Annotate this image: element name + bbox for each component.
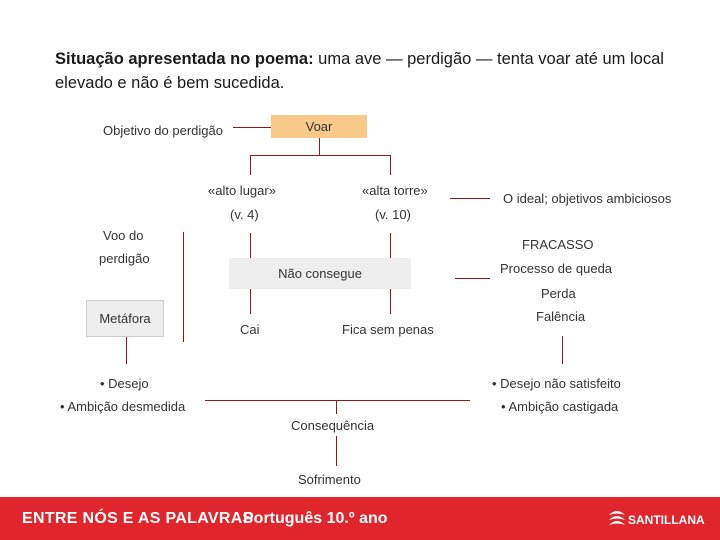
connector-branch-left <box>250 155 251 175</box>
punished-ambition-item: • Ambição castigada <box>501 399 619 414</box>
excessive-ambition-item: • Ambição desmedida <box>60 399 186 414</box>
unfulfilled-desire-item: • Desejo não satisfeito <box>492 376 621 391</box>
fall-process-label: Processo de queda <box>500 261 613 276</box>
connector-cannot-to-failure <box>455 278 490 279</box>
objective-label: Objetivo do perdigão <box>103 123 223 138</box>
footer-brand: SANTILLANA <box>628 513 705 527</box>
connector-flight-bracket <box>183 232 184 342</box>
footer-series-title: ENTRE NÓS E AS PALAVRAS <box>22 510 254 527</box>
connector-consequence-up <box>336 400 337 414</box>
consequence-label: Consequência <box>291 418 375 433</box>
falls-label: Cai <box>240 322 260 337</box>
cannot-box: Não consegue <box>229 258 411 289</box>
flight-label-line1: Voo do <box>103 228 144 243</box>
failure-label: FRACASSO <box>522 237 594 252</box>
connector-left-to-cannot <box>250 233 251 258</box>
connector-goal-down <box>319 138 320 155</box>
connector-right-to-feathers <box>390 289 391 314</box>
goal-box: Voar <box>271 115 367 138</box>
heading-bold: Situação apresentada no poema: <box>55 50 314 68</box>
connector-right-to-cannot <box>390 233 391 258</box>
quote-high-tower: «alta torre» <box>362 183 428 198</box>
santillana-logo-icon <box>607 509 627 532</box>
connector-bottom-horizontal <box>205 400 470 401</box>
connector-ideal <box>450 198 490 199</box>
ideal-note: O ideal; objetivos ambiciosos <box>503 191 672 206</box>
verse-10-label: (v. 10) <box>375 207 411 222</box>
footer-subject: Português 10.º ano <box>243 510 388 527</box>
connector-consequence-down <box>336 436 337 466</box>
metaphor-box: Metáfora <box>86 300 164 337</box>
bankruptcy-label: Falência <box>536 309 586 324</box>
connector-left-to-falls <box>250 289 251 314</box>
connector-objective <box>233 127 271 128</box>
suffering-label: Sofrimento <box>298 472 361 487</box>
quote-high-place: «alto lugar» <box>208 183 276 198</box>
connector-branch-horizontal <box>250 155 390 156</box>
desire-item: • Desejo <box>100 376 149 391</box>
verse-4-label: (v. 4) <box>230 207 259 222</box>
footer-bar <box>0 497 720 540</box>
loss-label: Perda <box>541 286 576 301</box>
heading-text: uma ave — perdigão — tenta voar até um local elevado e não é bem sucedida. <box>55 50 664 92</box>
loses-feathers-label: Fica sem penas <box>342 322 434 337</box>
flight-label-line2: perdigão <box>99 251 150 266</box>
connector-branch-right <box>390 155 391 175</box>
connector-bankruptcy-down <box>562 336 563 364</box>
page-heading <box>55 47 675 95</box>
connector-metaphor-down <box>126 336 127 364</box>
